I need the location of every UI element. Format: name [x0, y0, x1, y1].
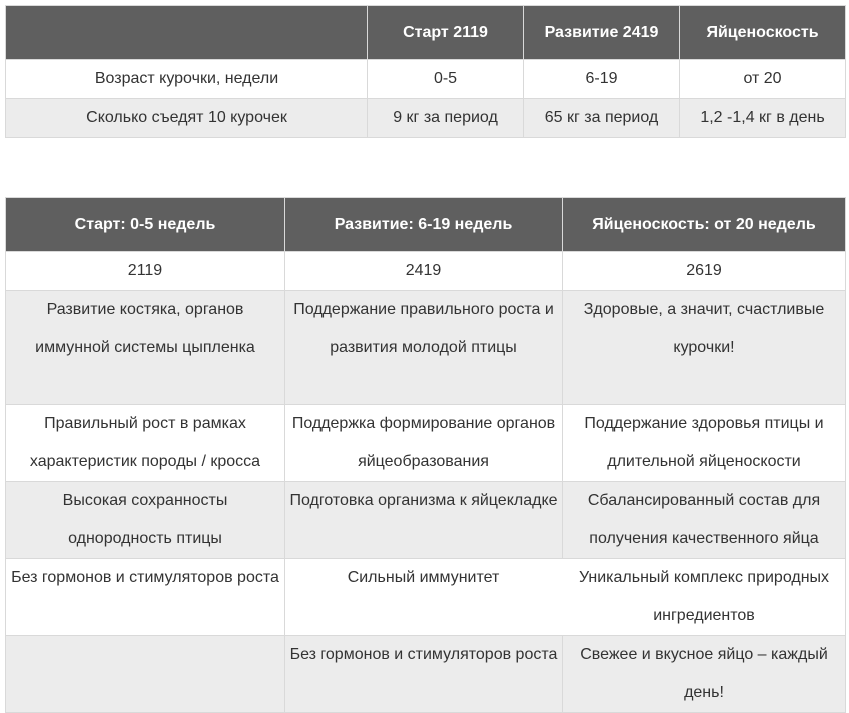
header-cell-empty	[6, 6, 368, 60]
table-row	[6, 482, 846, 559]
table-cell: 1,2 -1,4 кг в день	[680, 99, 846, 138]
header-cell-development: Развитие: 6-19 недель	[285, 198, 563, 252]
table-cell: Правильный рост в рамках характеристик породы / кросса	[6, 405, 285, 482]
table-cell: Сбалансированный состав для получения качественного яйца	[563, 482, 846, 559]
table-cell: от 20	[680, 60, 846, 99]
table-row	[6, 252, 846, 291]
table-row	[6, 99, 846, 138]
product-code: 2419	[285, 252, 563, 291]
header-cell-start: Старт: 0-5 недель	[6, 198, 285, 252]
table-header-row	[6, 6, 846, 60]
table-cell: Свежее и вкусное яйцо – каждый день!	[563, 636, 846, 713]
header-cell-laying: Яйценоскость	[680, 6, 846, 60]
table-cell: Высокая сохранносты однородность птицы	[6, 482, 285, 559]
table-header-row	[6, 198, 846, 252]
table-row	[6, 60, 846, 99]
table-row	[6, 559, 846, 636]
table-cell	[6, 636, 285, 713]
table-cell: Без гормонов и стимуляторов роста	[285, 636, 563, 713]
feed-schedule-table	[5, 5, 846, 138]
table-cell: Развитие костяка, органов иммунной системы цыпленка	[6, 291, 285, 405]
row-label: Сколько съедят 10 курочек	[6, 99, 368, 138]
table-cell: Поддержание здоровья птицы и длительной яйценоскости	[563, 405, 846, 482]
table-cell: Поддержание правильного роста и развития молодой птицы	[285, 291, 563, 405]
header-cell-development: Развитие 2419	[524, 6, 680, 60]
product-code: 2119	[6, 252, 285, 291]
table-row	[6, 291, 846, 405]
table-cell: Поддержка формирование органов яйцеобразования	[285, 405, 563, 482]
row-label: Возраст курочки, недели	[6, 60, 368, 99]
table-cell: 0-5	[368, 60, 524, 99]
table-cell: Здоровые, а значит, счастливые курочки!	[563, 291, 846, 405]
table-cell: 9 кг за период	[368, 99, 524, 138]
header-cell-laying: Яйценоскость: от 20 недель	[563, 198, 846, 252]
product-code: 2619	[563, 252, 846, 291]
table-cell: Подготовка организма к яйцекладке	[285, 482, 563, 559]
header-cell-start: Старт 2119	[368, 6, 524, 60]
feed-benefits-table	[5, 197, 846, 713]
table-row	[6, 405, 846, 482]
table-cell: 6-19	[524, 60, 680, 99]
table-cell: Без гормонов и стимуляторов роста	[6, 559, 285, 636]
table-cell: Сильный иммунитет	[285, 559, 563, 636]
table-cell: Уникальный комплекс природных ингредиентов	[563, 559, 846, 636]
table-cell: 65 кг за период	[524, 99, 680, 138]
table-row	[6, 636, 846, 713]
